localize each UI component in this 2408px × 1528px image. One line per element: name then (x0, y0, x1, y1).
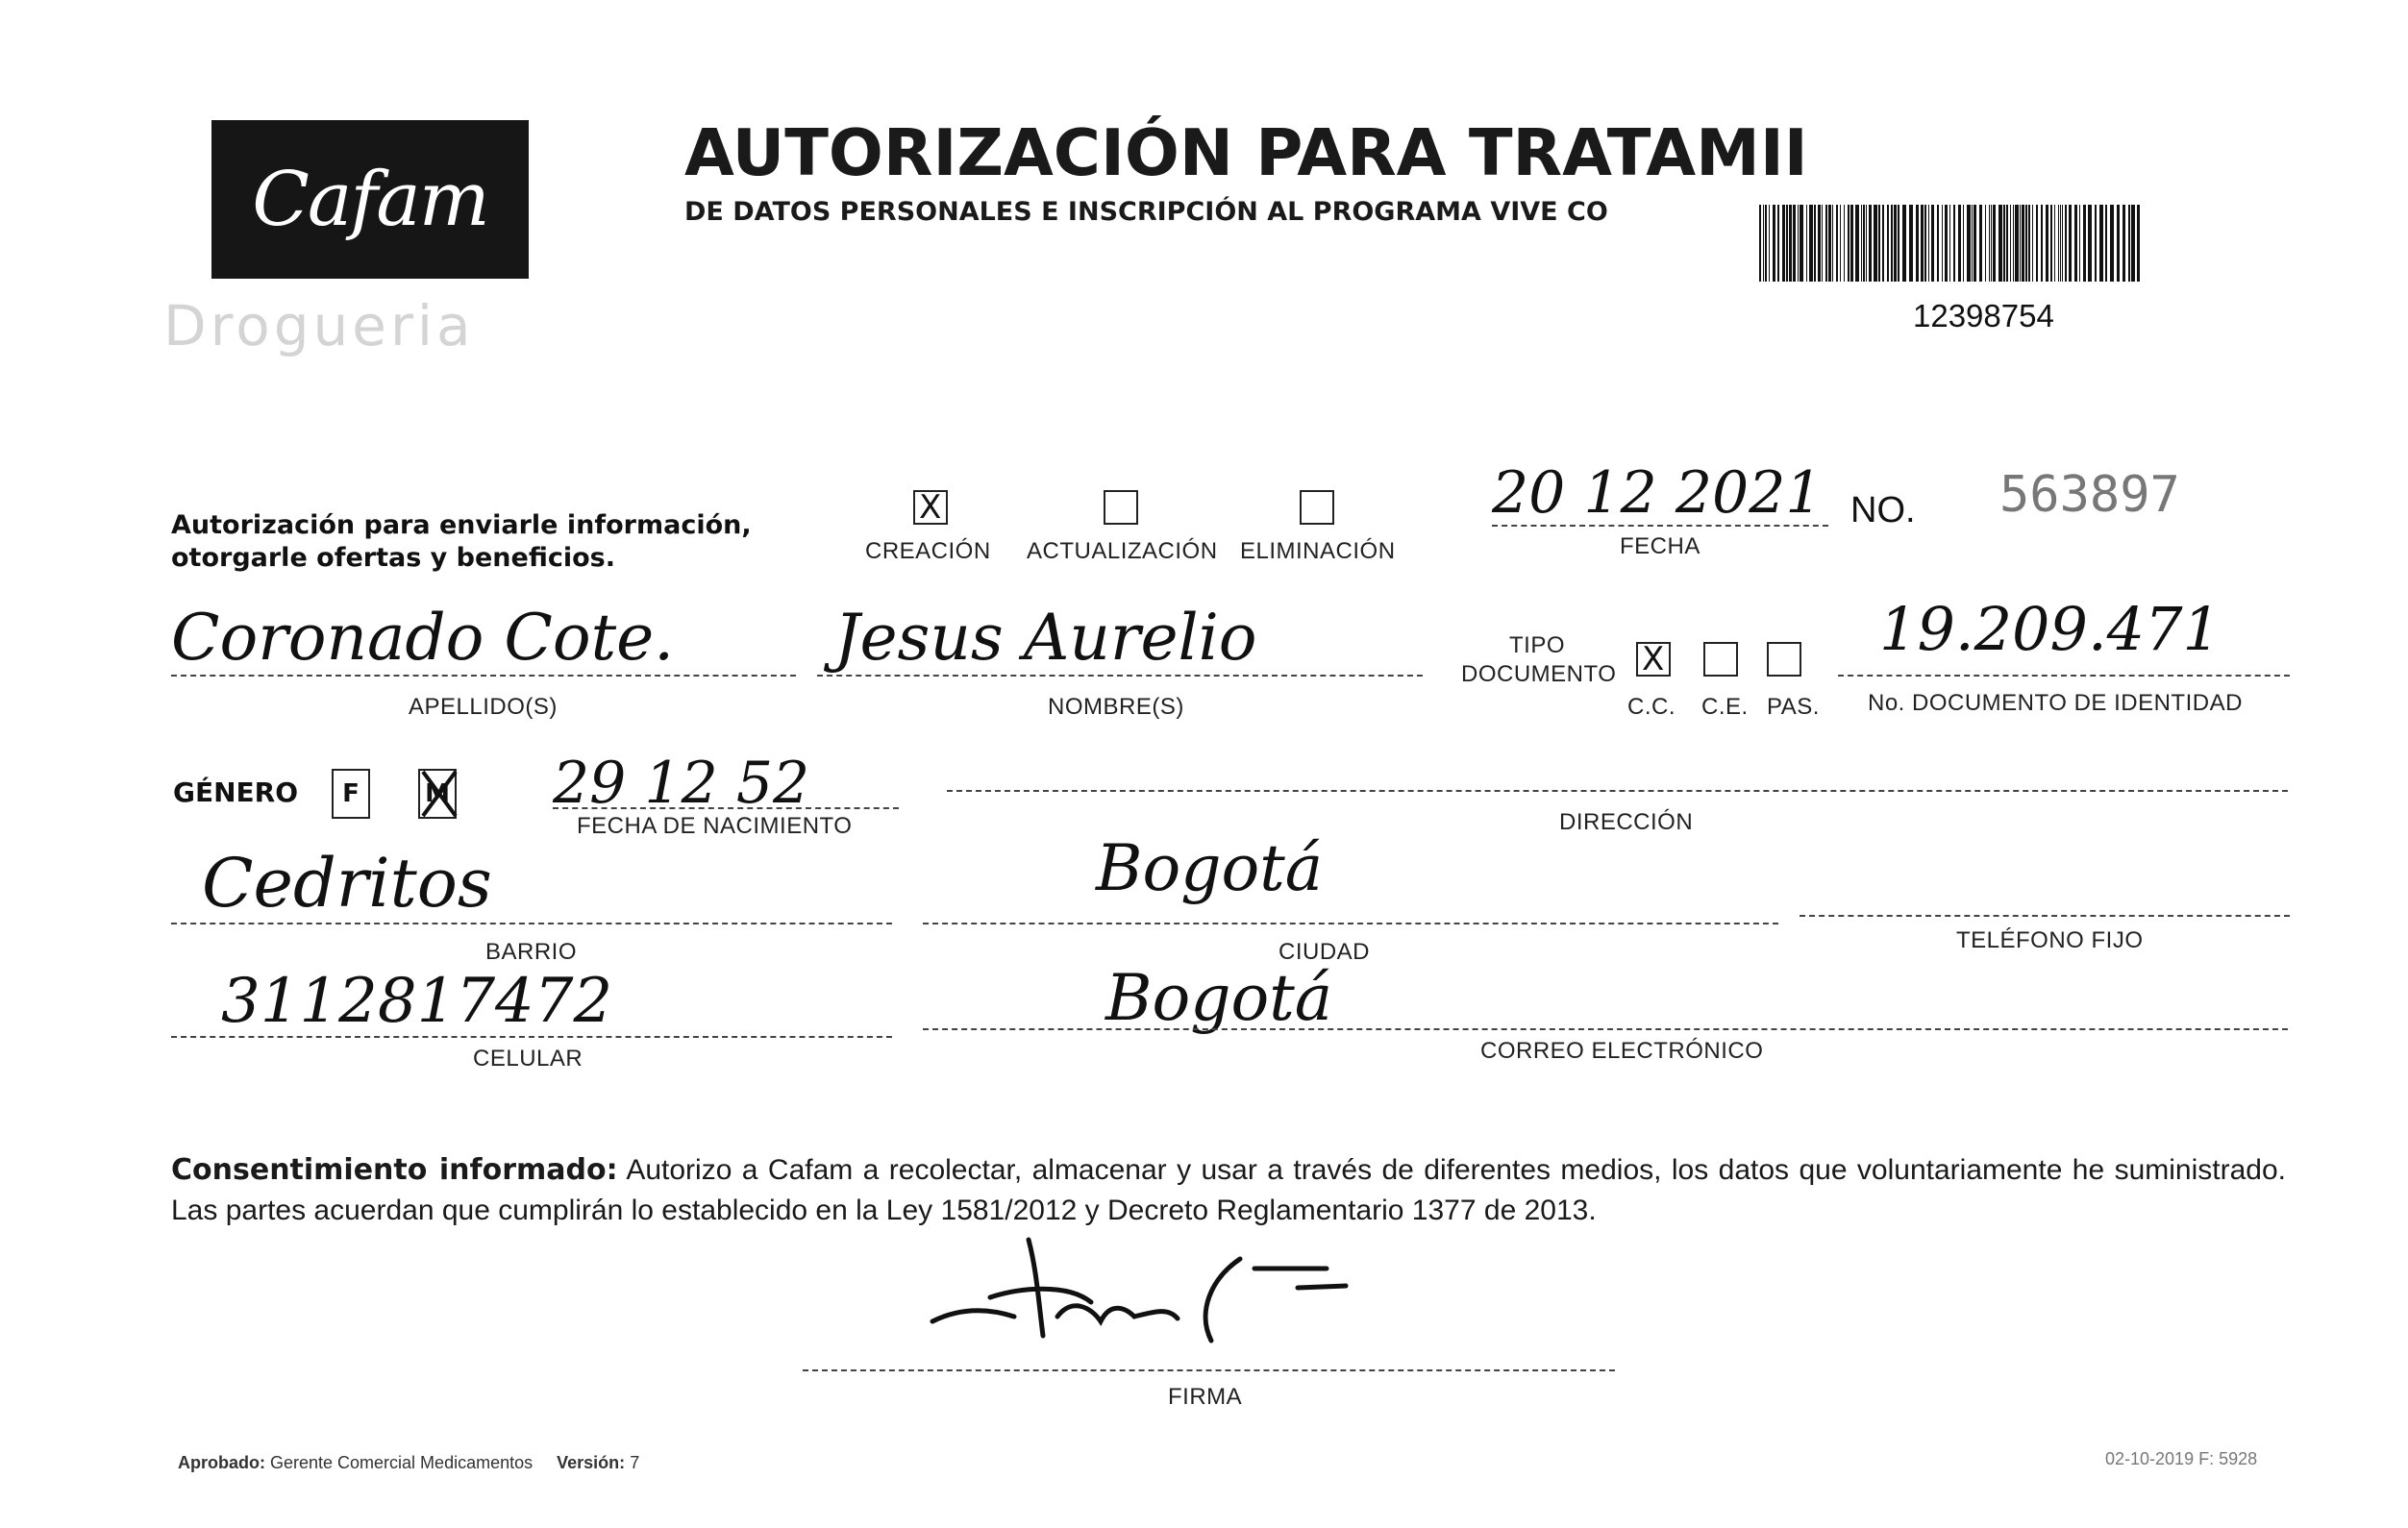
correo-line (923, 1028, 2288, 1030)
creacion-label: CREACIÓN (865, 538, 991, 564)
barcode-bar (1989, 205, 1990, 282)
barcode-bar (1894, 205, 1897, 282)
direccion-label: DIRECCIÓN (1559, 809, 1694, 835)
firma-line[interactable] (803, 1369, 1615, 1371)
barcode-bar (1836, 205, 1838, 282)
barrio-value[interactable]: Cedritos (202, 844, 492, 923)
actualizacion-checkbox[interactable] (1104, 490, 1138, 525)
barcode-bar (1806, 205, 1807, 282)
pas-label: PAS. (1767, 694, 1820, 720)
barcode-bar (1773, 205, 1775, 282)
documento-label: DOCUMENTO (1461, 661, 1617, 687)
barcode-bar (1844, 205, 1845, 282)
barcode-bar (2128, 205, 2130, 282)
genero-f-box[interactable]: F (332, 769, 370, 819)
barcode-bar (1763, 205, 1764, 282)
numero-value: 563897 (1999, 466, 2180, 524)
barcode-bar (2117, 205, 2120, 282)
barcode-bar (1902, 205, 1906, 282)
barcode-bar (2105, 205, 2107, 282)
fecha-label: FECHA (1620, 533, 1700, 559)
barcode-bar (2088, 205, 2092, 282)
barcode-bar (2028, 205, 2030, 282)
barcode-bar (1967, 205, 1971, 282)
footer-code: 02-10-2019 F: 5928 (2105, 1449, 2258, 1468)
intro-text: Autorización para enviarle información, otorgarle ofertas y beneficios. (171, 510, 752, 573)
ciudad-label: CIUDAD (1278, 939, 1371, 965)
barcode (1759, 205, 2144, 282)
numero-label: NO. (1850, 490, 1916, 530)
barcode-bar (2110, 205, 2114, 282)
barcode-bar (2083, 205, 2086, 282)
barcode-bar (1985, 205, 1986, 282)
barcode-bar (1809, 205, 1813, 282)
barrio-line (171, 923, 892, 924)
documento-numero-label: No. DOCUMENTO DE IDENTIDAD (1868, 690, 2243, 716)
barcode-bar (1832, 205, 1833, 282)
barcode-bar (1866, 205, 1867, 282)
barcode-bar (1814, 205, 1816, 282)
nombres-line (817, 675, 1423, 677)
cafam-logo (211, 120, 529, 279)
actualizacion-label: ACTUALIZACIÓN (1027, 538, 1218, 564)
ciudad-line (923, 923, 1778, 924)
genero-m-mark-icon (415, 764, 463, 824)
apellidos-line (171, 675, 796, 677)
barcode-bar (2041, 205, 2043, 282)
telefono-line[interactable] (1800, 915, 2290, 917)
ce-label: C.E. (1701, 694, 1749, 720)
barcode-bar (2137, 205, 2140, 282)
documento-value[interactable]: 19.209.471 (1879, 594, 2221, 664)
barcode-bar (2003, 205, 2005, 282)
barcode-bar (1937, 205, 1939, 282)
barrio-label: BARRIO (485, 939, 578, 965)
aprobado-label: Aprobado: (178, 1453, 265, 1472)
version-value: 7 (630, 1453, 640, 1472)
correo-label: CORREO ELECTRÓNICO (1480, 1038, 1764, 1064)
barcode-bar (1921, 205, 1924, 282)
consent-text: Autorizo a Cafam a recolectar, almacenar y usar a través de diferentes medios, los datos que voluntariamente he suministrado. Las partes acuerdan que cumplirán lo establecido en la Ley 1581/2012 y Decreto Reglamentario 1377 de 2013. (171, 1154, 2286, 1226)
barcode-bar (1869, 205, 1872, 282)
documento-line (1838, 675, 2290, 677)
barcode-bar (1928, 205, 1929, 282)
ciudad-value[interactable]: Bogotá (1096, 831, 1324, 905)
direccion-line[interactable] (947, 790, 2288, 792)
barcode-bar (1782, 205, 1785, 282)
form-title: AUTORIZACIÓN PARA TRATAMII (684, 115, 1808, 190)
genero-label: GÉNERO (173, 776, 299, 808)
fecha-value[interactable]: 20 12 2021 (1492, 459, 1823, 527)
barcode-bar (1891, 205, 1893, 282)
firma-label: FIRMA (1168, 1384, 1243, 1410)
barcode-bar (2099, 205, 2103, 282)
cc-label: C.C. (1627, 694, 1676, 720)
nacimiento-value[interactable]: 29 12 52 (553, 750, 810, 817)
barcode-bar (1777, 205, 1779, 282)
barcode-bar (2131, 205, 2135, 282)
barcode-bar (1898, 205, 1899, 282)
barcode-bar (1822, 205, 1823, 282)
barcode-bar (1972, 205, 1973, 282)
footer-approval (178, 1453, 639, 1473)
barcode-bar (1769, 205, 1770, 282)
barcode-bar (1998, 205, 2002, 282)
barcode-bar (2058, 205, 2059, 282)
aprobado-value: Gerente Comercial Medicamentos (270, 1453, 534, 1472)
barcode-bar (1798, 205, 1799, 282)
barcode-bar (2025, 205, 2027, 282)
barcode-bar (1991, 205, 1992, 282)
barcode-bar (1882, 205, 1884, 282)
barcode-bar (1878, 205, 1880, 282)
cc-checkbox[interactable] (1636, 642, 1671, 677)
barcode-bar (1789, 205, 1792, 282)
correo-value[interactable]: Bogotá (1105, 961, 1333, 1035)
barcode-bar (2069, 205, 2072, 282)
barcode-bar (1765, 205, 1767, 282)
apellidos-value[interactable]: Coronado Cote. (171, 601, 675, 675)
logo-subtitle: Drogueria (163, 293, 475, 358)
barcode-bar (2010, 205, 2011, 282)
telefono-label: TELÉFONO FIJO (1956, 927, 2144, 953)
barcode-bar (1931, 205, 1934, 282)
barcode-bar (1887, 205, 1889, 282)
barcode-bar (1848, 205, 1849, 282)
nacimiento-label: FECHA DE NACIMIENTO (577, 813, 853, 839)
barcode-bar (1974, 205, 1976, 282)
barcode-bar (2046, 205, 2048, 282)
barcode-bar (2022, 205, 2024, 282)
creacion-check-mark: X (919, 488, 942, 527)
consent-paragraph (171, 1150, 2286, 1231)
nacimiento-line (553, 807, 899, 809)
ce-checkbox[interactable] (1703, 642, 1738, 677)
pas-checkbox[interactable] (1767, 642, 1801, 677)
eliminacion-label: ELIMINACIÓN (1240, 538, 1396, 564)
handwritten-signature (923, 1230, 1375, 1365)
barcode-bar (2095, 205, 2097, 282)
celular-label: CELULAR (473, 1046, 583, 1072)
celular-line (171, 1036, 892, 1038)
fecha-line (1492, 525, 1828, 527)
barcode-bar (2079, 205, 2080, 282)
barcode-bar (2032, 205, 2033, 282)
barcode-bar (1850, 205, 1853, 282)
barcode-bar (2062, 205, 2063, 282)
celular-value[interactable]: 3112817472 (221, 966, 613, 1037)
barcode-bar (1924, 205, 1926, 282)
apellidos-label: APELLIDO(S) (409, 694, 558, 720)
genero-m-box[interactable]: M (418, 769, 457, 819)
barcode-bar (1942, 205, 1943, 282)
eliminacion-checkbox[interactable] (1300, 490, 1334, 525)
creacion-checkbox[interactable] (913, 490, 948, 525)
barcode-bar (2013, 205, 2014, 282)
barcode-bar (1861, 205, 1862, 282)
barcode-bar (2123, 205, 2125, 282)
cc-check-mark: X (1642, 640, 1665, 678)
logo-text: Cafam (252, 156, 488, 243)
barcode-bar (1949, 205, 1950, 282)
barcode-number: 12398754 (1913, 298, 2054, 333)
barcode-bar (1874, 205, 1877, 282)
barcode-bar (1916, 205, 1919, 282)
barcode-bar (1840, 205, 1841, 282)
barcode-bar (1786, 205, 1788, 282)
barcode-bar (2020, 205, 2021, 282)
version-label: Versión: (557, 1453, 626, 1472)
barcode-bar (1759, 205, 1761, 282)
barcode-bar (2060, 205, 2061, 282)
barcode-bar (1818, 205, 1821, 282)
consent-title: Consentimiento informado: (171, 1153, 618, 1187)
tipo-label: TIPO (1509, 632, 1566, 658)
barcode-bar (2074, 205, 2077, 282)
barcode-bar (1793, 205, 1796, 282)
barcode-bar (2050, 205, 2052, 282)
barcode-bar (1855, 205, 1859, 282)
barcode-bar (1800, 205, 1803, 282)
barcode-bar (1979, 205, 1982, 282)
barcode-bar (1945, 205, 1948, 282)
barcode-bar (1828, 205, 1831, 282)
barcode-bar (2015, 205, 2019, 282)
barcode-bar (1993, 205, 1996, 282)
nombres-label: NOMBRE(S) (1048, 694, 1184, 720)
barcode-bar (2006, 205, 2008, 282)
barcode-bar (2036, 205, 2038, 282)
barcode-bar (1863, 205, 1865, 282)
barcode-bar (1825, 205, 1827, 282)
barcode-bar (1963, 205, 1964, 282)
barcode-bar (1953, 205, 1955, 282)
barcode-bar (1909, 205, 1913, 282)
form-subtitle: DE DATOS PERSONALES E INSCRIPCIÓN AL PROGRAMA VIVE CO (684, 197, 1608, 227)
nombres-value[interactable]: Jesus Aurelio (834, 601, 1257, 675)
barcode-bar (1958, 205, 1961, 282)
barcode-bar (2054, 205, 2055, 282)
barcode-bar (2065, 205, 2067, 282)
